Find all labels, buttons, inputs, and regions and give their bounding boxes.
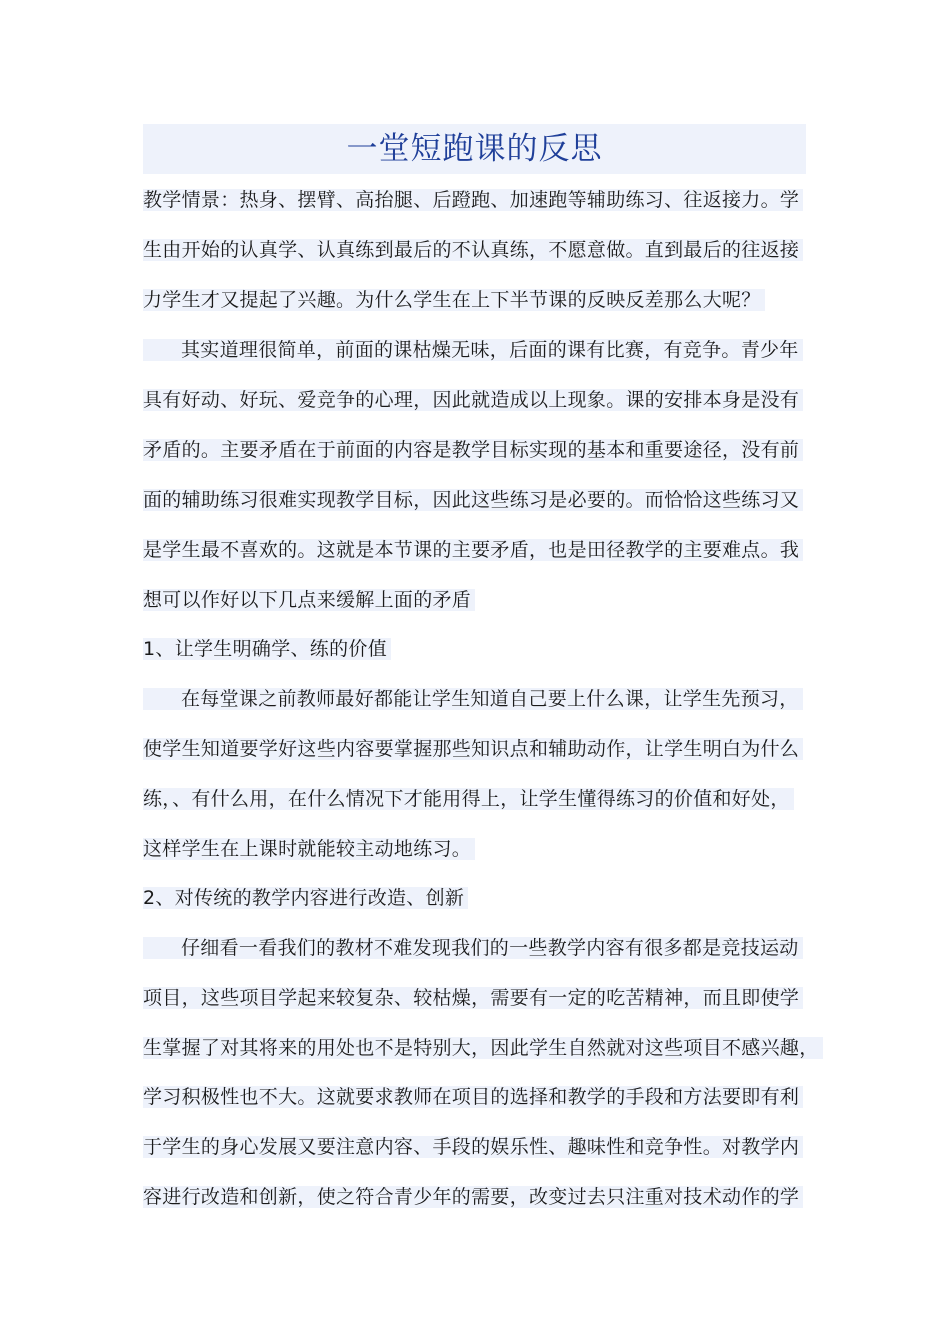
text-content: 具有好动、好玩、爱竞争的心理，因此就造成以上现象。课的安排本身是没有 (143, 389, 803, 411)
text-line-indented (143, 336, 803, 364)
text-line-indented (143, 934, 803, 962)
text-content: 力学生才又提起了兴趣。为什么学生在上下半节课的反映反差那么大呢？ (143, 289, 765, 311)
text-content: 使学生知道要学好这些内容要掌握那些知识点和辅助动作，让学生明白为什么 (143, 738, 803, 760)
text-content: 学习积极性也不大。这就要求教师在项目的选择和教学的手段和方法要即有利 (143, 1086, 803, 1108)
section-heading (143, 884, 468, 912)
text-line (143, 486, 803, 514)
paragraph-indent (143, 339, 181, 361)
text-line (143, 785, 794, 813)
text-content: 是学生最不喜欢的。这就是本节课的主要矛盾，也是田径教学的主要难点。我 (143, 539, 803, 561)
text-content: 练，、有什么用，在什么情况下才能用得上，让学生懂得练习的价值和好处， (143, 788, 794, 810)
section-heading (143, 635, 391, 663)
text-content: 2、对传统的教学内容进行改造、创新 (143, 887, 468, 909)
text-line (143, 1034, 823, 1062)
text-content: 其实道理很简单，前面的课枯燥无味，后面的课有比赛，有竞争。青少年 (181, 339, 803, 361)
text-content: 面的辅助练习很难实现教学目标，因此这些练习是必要的。而恰恰这些练习又 (143, 489, 803, 511)
text-content: 于学生的身心发展又要注意内容、手段的娱乐性、趣味性和竞争性。对教学内 (143, 1136, 803, 1158)
paragraph-indent (143, 937, 181, 959)
text-content: 容进行改造和创新，使之符合青少年的需要，改变过去只注重对技术动作的学 (143, 1186, 803, 1208)
text-line (143, 436, 803, 464)
text-line-indented (143, 685, 803, 713)
text-content: 生掌握了对其将来的用处也不是特别大，因此学生自然就对这些项目不感兴趣， (143, 1037, 823, 1059)
text-line (143, 984, 803, 1012)
paragraph-indent (143, 688, 181, 710)
text-line (143, 586, 475, 614)
text-line (143, 1183, 803, 1211)
text-line (143, 835, 475, 863)
text-content: 在每堂课之前教师最好都能让学生知道自己要上什么课，让学生先预习， (181, 688, 803, 710)
text-content: 这样学生在上课时就能较主动地练习。 (143, 838, 475, 860)
text-line (143, 536, 803, 564)
text-content: 想可以作好以下几点来缓解上面的矛盾 (143, 589, 475, 611)
document-title: 一堂短跑课的反思 (346, 131, 603, 167)
text-line (143, 186, 803, 214)
text-line (143, 735, 803, 763)
text-content: 教学情景：热身、摆臂、高抬腿、后蹬跑、加速跑等辅助练习、往返接力。学 (143, 189, 803, 211)
text-content: 1、让学生明确学、练的价值 (143, 638, 391, 660)
text-line (143, 1133, 803, 1161)
text-line (143, 386, 803, 414)
text-line (143, 1083, 803, 1111)
text-line (143, 236, 803, 264)
text-content: 生由开始的认真学、认真练到最后的不认真练，不愿意做。直到最后的往返接 (143, 239, 803, 261)
text-content: 矛盾的。主要矛盾在于前面的内容是教学目标实现的基本和重要途径，没有前 (143, 439, 803, 461)
text-content: 项目，这些项目学起来较复杂、较枯燥，需要有一定的吃苦精神，而且即使学 (143, 987, 803, 1009)
text-content: 仔细看一看我们的教材不难发现我们的一些教学内容有很多都是竞技运动 (181, 937, 803, 959)
text-line (143, 286, 765, 314)
